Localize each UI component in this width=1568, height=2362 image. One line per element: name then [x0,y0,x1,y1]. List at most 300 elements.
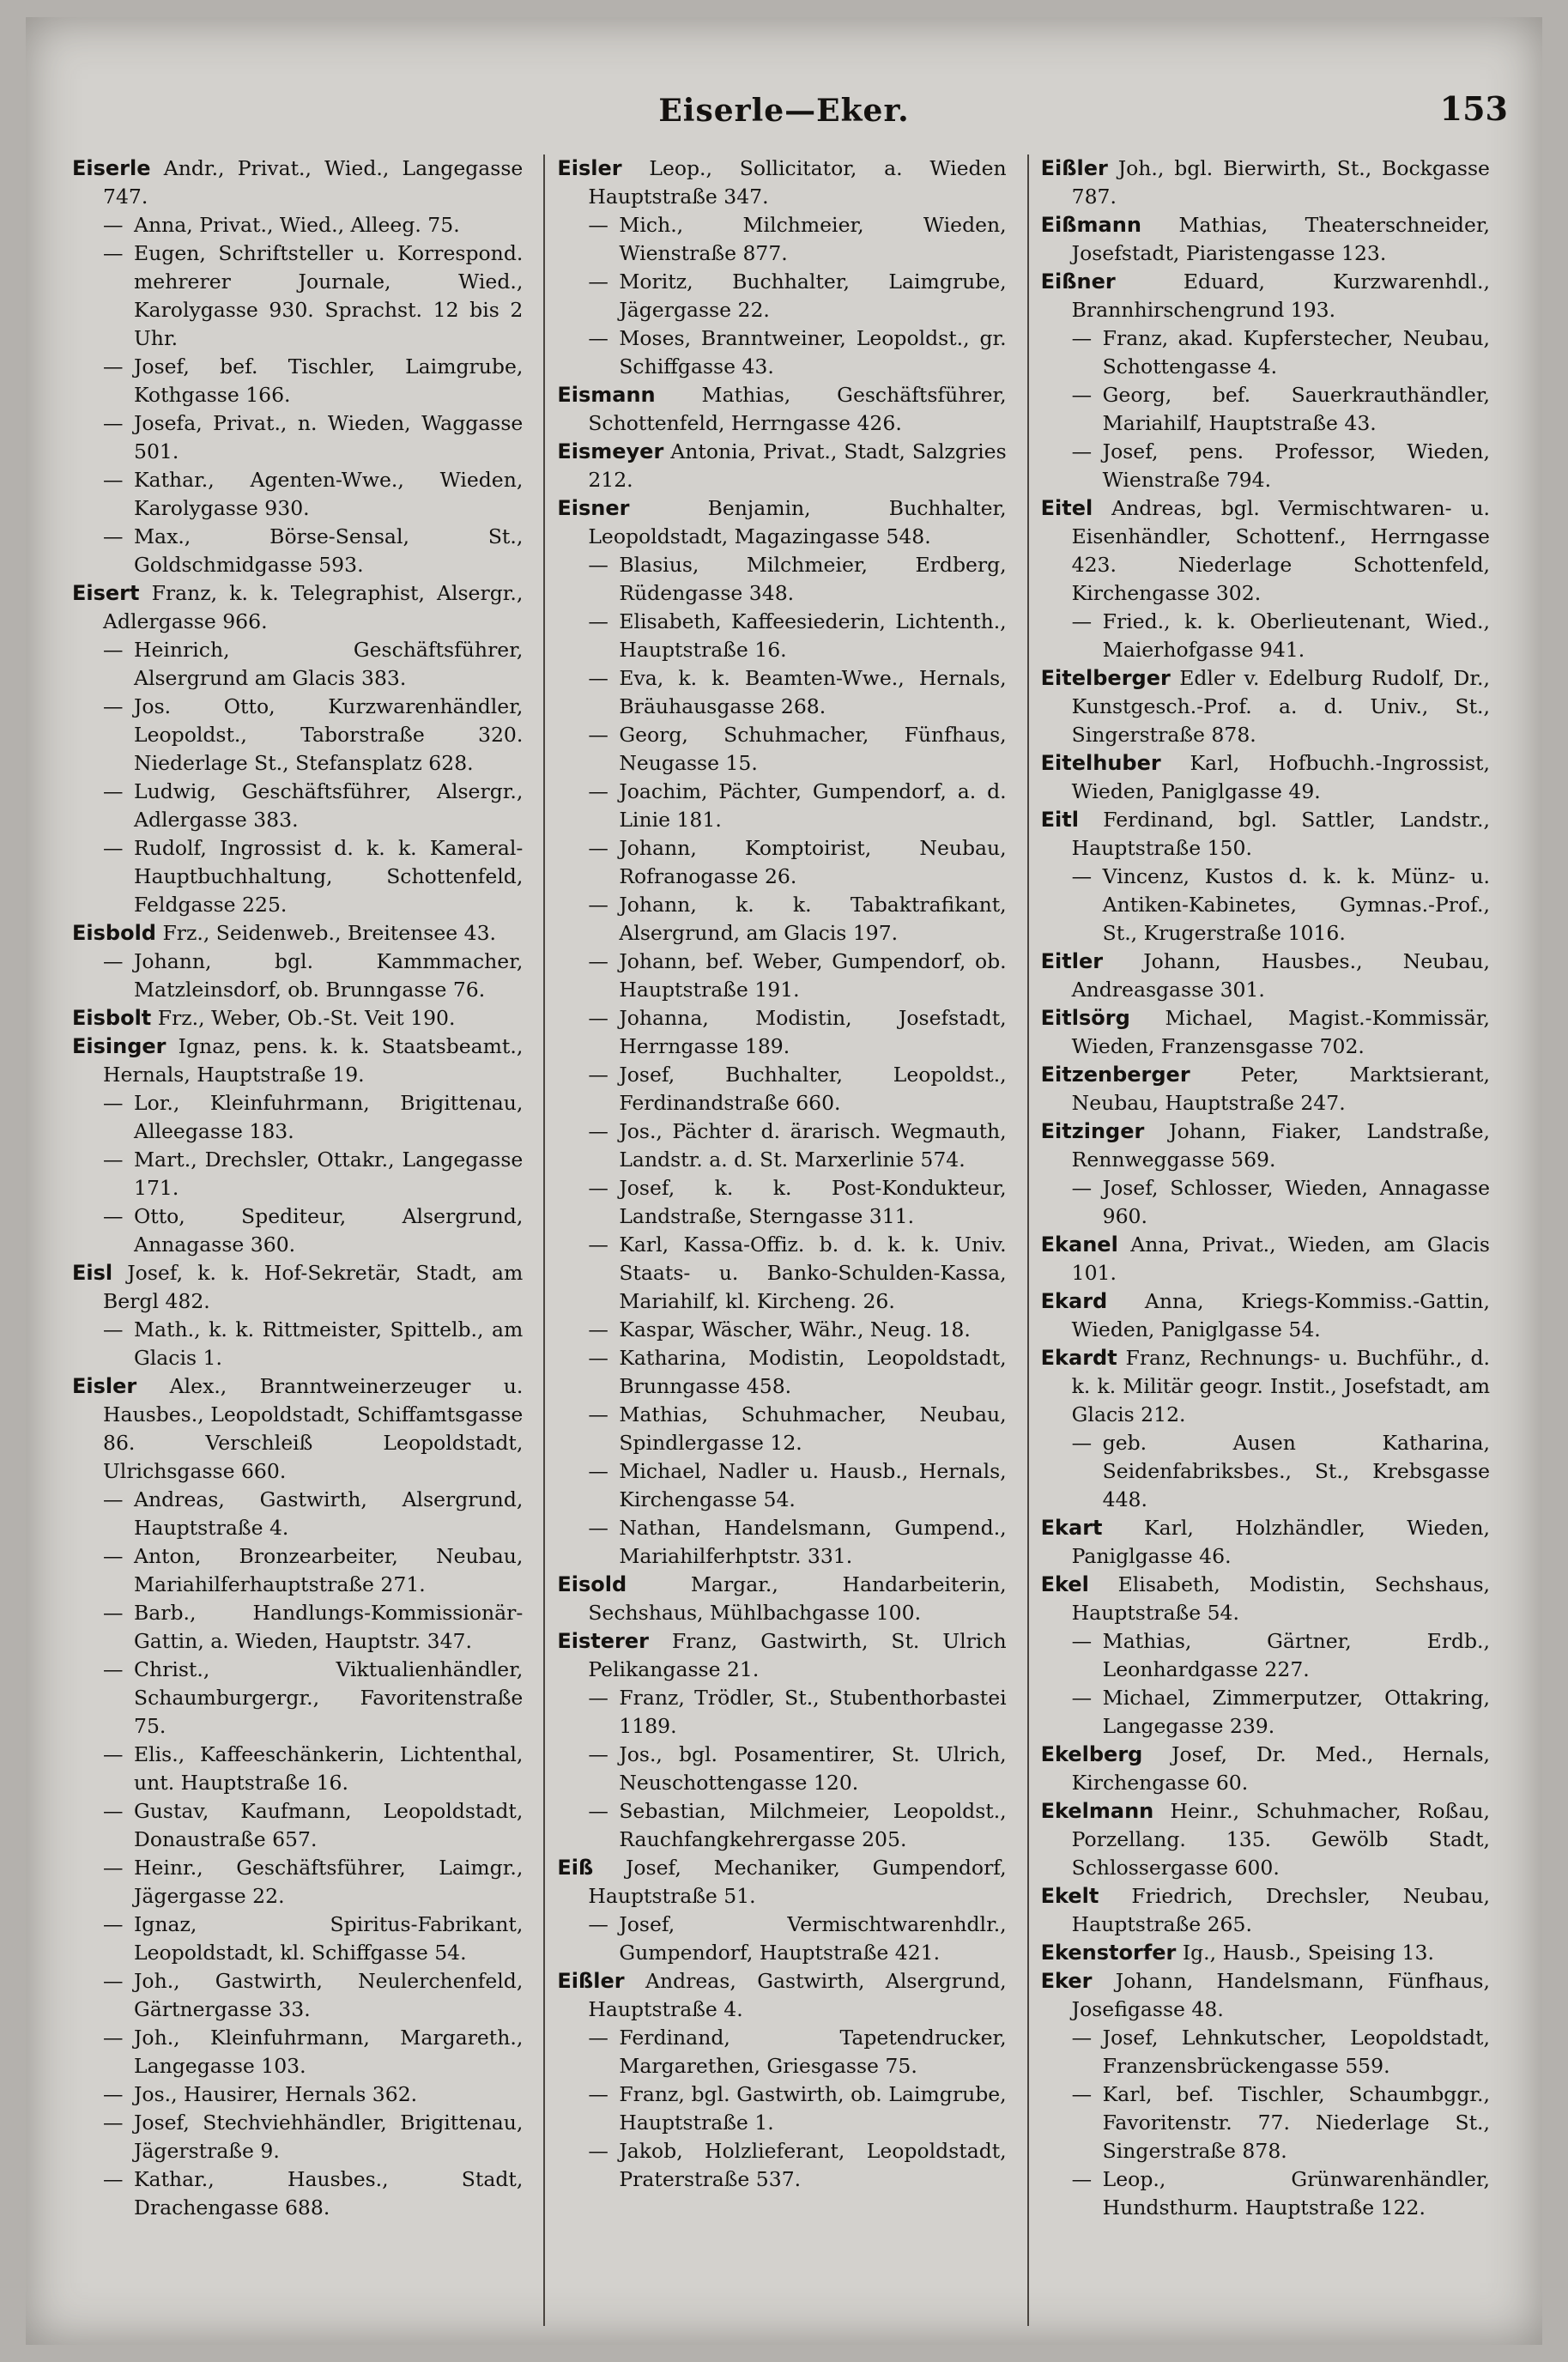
entry-surname: Eißler [557,1969,625,1993]
entry-details: Franz, Gastwirth, St. Ulrich Pelikangasse 21. [588,1629,1007,1681]
entry-surname: Eisler [72,1374,137,1398]
sub-entry [557,1061,1006,1117]
entry-surname: Ekenstorfer [1040,1941,1177,1965]
entry-details: Leop., Grünwarenhändler, Hundsthurm. Hauptstraße 122. [1102,2167,1490,2220]
repeat-dash: — [1071,2082,1093,2106]
entry-surname: Eiß [557,1856,594,1880]
entry-surname: Eisbolt [72,1006,152,1030]
entry-details: Mathias, Schuhmacher, Neubau, Spindlergasse 12. [619,1402,1007,1455]
entry-details: Josef, Buchhalter, Leopoldst., Ferdinandstraße 660. [619,1063,1007,1115]
sub-entry [72,523,523,579]
entry-details: Anna, Privat., Wied., Alleeg. 75. [134,213,460,237]
sub-entry [557,778,1006,834]
entry-details: Anna, Kriegs-Kommiss.-Gattin, Wieden, Paniglgasse 54. [1071,1289,1490,1341]
entry-details: Karl, Hofbuchh.-Ingrossist, Wieden, Paniglgasse 49. [1071,751,1490,803]
entry-surname: Ekelmann [1040,1799,1154,1823]
repeat-dash: — [1071,1176,1093,1200]
directory-entry [1041,154,1490,211]
entry-surname: Eisner [557,496,630,520]
directory-entry [557,1967,1006,2024]
directory-entry [72,1033,523,1089]
directory-entry [72,579,523,636]
directory-entry [1041,664,1490,749]
repeat-dash: — [103,836,124,860]
entry-details: Frz., Weber, Ob.-St. Veit 190. [157,1006,456,1030]
entry-details: Eugen, Schriftsteller u. Korrespond. mehrerer Journale, Wied., Karolygasse 930. Sprachst. 12 bis 2 Uhr. [134,241,524,350]
entry-details: Andreas, Gastwirth, Alsergrund, Hauptstraße 4. [588,1969,1007,2021]
entry-details: Joh., Gastwirth, Neulerchenfeld, Gärtnergasse 33. [134,1969,524,2021]
repeat-dash: — [103,694,124,718]
directory-column-3 [1027,154,1502,2326]
entry-surname: Eitelhuber [1040,751,1161,775]
sub-entry [72,1911,523,1967]
repeat-dash: — [588,893,608,917]
entry-surname: Eisert [72,581,140,605]
directory-entry [1041,1741,1490,1797]
directory-column-2 [543,154,1018,2326]
sub-entry [557,268,1006,324]
directory-columns [60,154,1502,2326]
entry-details: Nathan, Handelsmann, Gumpend., Mariahilferhptstr. 331. [619,1516,1007,1568]
entry-surname: Eitzinger [1040,1119,1145,1143]
entry-details: Josef, Schlosser, Wieden, Annagasse 960. [1102,1176,1490,1228]
repeat-dash: — [103,213,124,237]
repeat-dash: — [588,1232,608,1257]
sub-entry [557,2137,1006,2194]
sub-entry [557,1514,1006,1571]
entry-details: Frz., Seidenweb., Breitensee 43. [162,921,497,945]
entry-details: Christ., Viktualienhändler, Schaumburgergr., Favoritenstraße 75. [134,1657,524,1738]
sub-entry [557,1797,1006,1854]
directory-entry [557,494,1006,551]
directory-column-1 [60,154,535,2326]
sub-entry [557,1231,1006,1316]
entry-details: Edler v. Edelburg Rudolf, Dr., Kunstgesch.-Prof. a. d. Univ., St., Singerstraße 878. [1071,666,1490,747]
repeat-dash: — [103,1856,124,1880]
directory-entry [557,1627,1006,1684]
entry-details: Mathias, Theaterschneider, Josefstadt, Piaristengasse 123. [1071,213,1490,265]
directory-entry [557,381,1006,438]
sub-entry [557,608,1006,664]
repeat-dash: — [588,1006,608,1030]
sub-entry [1041,2024,1490,2080]
entry-surname: Eisler [557,156,622,180]
entry-details: Peter, Marktsierant, Neubau, Hauptstraße 247. [1071,1063,1490,1115]
entry-details: Ignaz, Spiritus-Fabrikant, Leopoldstadt, kl. Schiffgasse 54. [134,1912,524,1965]
sub-entry [557,834,1006,891]
sub-entry [557,891,1006,948]
entry-surname: Eißler [1040,156,1108,180]
sub-entry [557,2024,1006,2080]
entry-surname: Eismann [557,383,656,407]
directory-entry [1041,1117,1490,1174]
sub-entry [72,2165,523,2222]
entry-details: Leop., Sollicitator, a. Wieden Hauptstraße 347. [588,156,1007,209]
sub-entry [557,1401,1006,1457]
directory-entry [1041,1882,1490,1939]
repeat-dash: — [103,2167,124,2191]
sub-entry [1041,381,1490,438]
entry-details: Josef, Lehnkutscher, Leopoldstadt, Franzensbrückengasse 559. [1102,2026,1490,2078]
entry-details: Karl, Holzhändler, Wieden, Paniglgasse 46. [1071,1516,1490,1568]
entry-details: Vincenz, Kustos d. k. k. Münz- u. Antiken-Kabinetes, Gymnas.-Prof., St., Krugerstraße 1016. [1102,864,1490,945]
entry-details: Josef, Dr. Med., Hernals, Kirchengasse 60. [1071,1742,1490,1795]
entry-details: Johann, Handelsmann, Fünfhaus, Josefigasse 48. [1071,1969,1490,2021]
entry-details: Joh., bgl. Bierwirth, St., Bockgasse 787. [1071,156,1490,209]
sub-entry [557,2080,1006,2137]
entry-surname: Eismeyer [557,439,664,463]
entry-surname: Ekel [1040,1572,1089,1596]
entry-details: Johann, bgl. Kammmacher, Matzleinsdorf, ob. Brunngasse 76. [134,949,524,1002]
entry-details: Josef, pens. Professor, Wieden, Wienstraße 794. [1102,439,1490,492]
entry-details: Kaspar, Wäscher, Währ., Neug. 18. [619,1317,971,1341]
repeat-dash: — [103,779,124,803]
repeat-dash: — [588,1912,608,1936]
entry-details: Josef, bef. Tischler, Laimgrube, Kothgasse 166. [134,354,524,407]
repeat-dash: — [103,2111,124,2135]
sub-entry [72,211,523,239]
directory-entry [1041,1797,1490,1882]
directory-entry [1041,749,1490,806]
entry-details: Kathar., Agenten-Wwe., Wieden, Karolygasse 930. [134,468,524,520]
sub-entry [1041,863,1490,948]
entry-details: Lor., Kleinfuhrmann, Brigittenau, Alleegasse 183. [134,1091,524,1143]
directory-entry [1041,268,1490,324]
entry-details: Johann, bef. Weber, Gumpendorf, ob. Hauptstraße 191. [619,949,1007,1002]
entry-details: Heinr., Schuhmacher, Roßau, Porzellang. 135. Gewölb Stadt, Schlossergasse 600. [1071,1799,1490,1880]
sub-entry [72,778,523,834]
entry-details: Alex., Branntweinerzeuger u. Hausbes., Leopoldstadt, Schiffamtsgasse 86. Verschleiß Leopoldstadt, Ulrichsgasse 660. [103,1374,524,1483]
entry-details: Georg, Schuhmacher, Fünfhaus, Neugasse 15. [619,723,1007,775]
entry-details: Mathias, Gärtner, Erdb., Leonhardgasse 227. [1102,1629,1490,1681]
entry-details: Johann, Hausbes., Neubau, Andreasgasse 301. [1071,949,1490,1002]
entry-details: Eva, k. k. Beamten-Wwe., Hernals, Bräuhausgasse 268. [619,666,1007,718]
directory-entry [72,1372,523,1486]
entry-details: Anton, Bronzearbeiter, Neubau, Mariahilferhauptstraße 271. [134,1544,524,1596]
repeat-dash: — [1071,864,1093,888]
repeat-dash: — [103,524,124,548]
directory-entry [1041,1287,1490,1344]
entry-details: Katharina, Modistin, Leopoldstadt, Brunngasse 458. [619,1346,1007,1398]
directory-entry [557,1571,1006,1627]
repeat-dash: — [103,1799,124,1823]
entry-details: Franz, Rechnungs- u. Buchführ., d. k. k. Militär geogr. Instit., Josefstadt, am Glacis 212. [1071,1346,1490,1426]
repeat-dash: — [103,1204,124,1228]
entry-details: Mich., Milchmeier, Wieden, Wienstraße 877. [619,213,1007,265]
entry-details: Johann, Fiaker, Landstraße, Rennweggasse 569. [1071,1119,1490,1172]
entry-details: Kathar., Hausbes., Stadt, Drachengasse 688. [134,2167,524,2220]
sub-entry [557,211,1006,268]
entry-details: Moritz, Buchhalter, Laimgrube, Jägergasse 22. [619,270,1007,322]
repeat-dash: — [588,723,608,747]
sub-entry [557,721,1006,778]
repeat-dash: — [103,1742,124,1766]
sub-entry [72,1854,523,1911]
entry-surname: Eitel [1040,496,1093,520]
entry-details: Benjamin, Buchhalter, Leopoldstadt, Magazingasse 548. [588,496,1007,548]
entry-details: geb. Ausen Katharina, Seidenfabriksbes., St., Krebsgasse 448. [1102,1431,1490,1511]
entry-details: Franz, akad. Kupferstecher, Neubau, Schottengasse 4. [1102,326,1490,379]
repeat-dash: — [1071,2026,1093,2050]
entry-surname: Ekanel [1040,1232,1118,1257]
repeat-dash: — [588,1742,608,1766]
sub-entry [72,1202,523,1259]
entry-details: Franz, k. k. Telegraphist, Alsergr., Adlergasse 966. [103,581,524,633]
page-number: 153 [1439,89,1508,128]
entry-details: Josef, Mechaniker, Gumpendorf, Hauptstraße 51. [588,1856,1007,1908]
repeat-dash: — [1071,383,1093,407]
entry-details: Johann, Komptoirist, Neubau, Rofranogasse 26. [619,836,1007,888]
entry-surname: Eisold [557,1572,627,1596]
directory-entry [1041,1967,1490,2024]
entry-details: Johanna, Modistin, Josefstadt, Herrngasse 189. [619,1006,1007,1058]
repeat-dash: — [588,1063,608,1087]
entry-details: Jos., Hausirer, Hernals 362. [134,2082,418,2106]
sub-entry [72,1146,523,1202]
repeat-dash: — [103,1601,124,1625]
entry-details: Eduard, Kurzwarenhdl., Brannhirschengrund 193. [1071,270,1490,322]
repeat-dash: — [103,1487,124,1511]
repeat-dash: — [103,1091,124,1115]
sub-entry [557,1741,1006,1797]
repeat-dash: — [588,836,608,860]
entry-details: Anna, Privat., Wieden, am Glacis 101. [1071,1232,1490,1285]
repeat-dash: — [1071,439,1093,463]
entry-details: Max., Börse-Sensal, St., Goldschmidgasse 593. [134,524,524,577]
entry-details: Antonia, Privat., Stadt, Salzgries 212. [588,439,1007,492]
entry-details: Margar., Handarbeiterin, Sechshaus, Mühlbachgasse 100. [588,1572,1007,1625]
directory-entry [72,154,523,211]
entry-details: Barb., Handlungs-Kommissionär-Gattin, a. Wieden, Hauptstr. 347. [134,1601,524,1653]
repeat-dash: — [1071,1686,1093,1710]
entry-details: Fried., k. k. Oberlieutenant, Wied., Maierhofgasse 941. [1102,609,1490,662]
repeat-dash: — [103,1317,124,1341]
entry-details: Josef, k. k. Hof-Sekretär, Stadt, am Bergl 482. [103,1261,524,1313]
entry-details: Joh., Kleinfuhrmann, Margareth., Langegasse 103. [134,2026,524,2078]
entry-details: Georg, bef. Sauerkrauthändler, Mariahilf, Hauptstraße 43. [1102,383,1490,435]
directory-entry [1041,1004,1490,1061]
entry-details: Friedrich, Drechsler, Neubau, Hauptstraße 265. [1071,1884,1490,1936]
sub-entry [1041,324,1490,381]
sub-entry [72,2080,523,2109]
entry-details: Josefa, Privat., n. Wieden, Waggasse 501. [134,411,524,463]
entry-details: Heinrich, Geschäftsführer, Alsergrund am Glacis 383. [134,638,524,690]
entry-details: Otto, Spediteur, Alsergrund, Annagasse 360. [134,1204,524,1257]
entry-details: Karl, bef. Tischler, Schaumbggr., Favoritenstr. 77. Niederlage St., Singerstraße 878. [1102,2082,1490,2163]
directory-entry [1041,1061,1490,1117]
sub-entry [557,664,1006,721]
repeat-dash: — [588,666,608,690]
entry-details: Jos., bgl. Posamentirer, St. Ulrich, Neuschottengasse 120. [619,1742,1007,1795]
sub-entry [72,239,523,353]
sub-entry [557,1117,1006,1174]
entry-details: Jakob, Holzlieferant, Leopoldstadt, Praterstraße 537. [619,2139,1007,2191]
entry-details: Johann, k. k. Tabaktrafikant, Alsergrund, am Glacis 197. [619,893,1007,945]
repeat-dash: — [588,1402,608,1426]
repeat-dash: — [103,411,124,435]
sub-entry [557,1684,1006,1741]
repeat-dash: — [588,2139,608,2163]
repeat-dash: — [103,638,124,662]
entry-surname: Eitler [1040,949,1104,973]
repeat-dash: — [1071,2167,1093,2191]
entry-surname: Eitzenberger [1040,1063,1190,1087]
repeat-dash: — [1071,1431,1093,1455]
sub-entry [557,1344,1006,1401]
entry-details: Elis., Kaffeeschänkerin, Lichtenthal, unt. Hauptstraße 16. [134,1742,524,1795]
entry-details: Sebastian, Milchmeier, Leopoldst., Rauchfangkehrergasse 205. [619,1799,1007,1851]
sub-entry [72,636,523,693]
repeat-dash: — [588,949,608,973]
sub-entry [557,324,1006,381]
directory-entry [1041,806,1490,863]
sub-entry [72,1599,523,1656]
directory-entry [72,919,523,948]
sub-entry [72,2024,523,2080]
repeat-dash: — [103,1148,124,1172]
entry-details: Moses, Branntweiner, Leopoldst., gr. Schiffgasse 43. [619,326,1007,379]
directory-entry [1041,1939,1490,1967]
repeat-dash: — [103,1657,124,1681]
directory-entry [1041,494,1490,608]
sub-entry [1041,608,1490,664]
entry-details: Josef, Stechviehhändler, Brigittenau, Jägerstraße 9. [134,2111,524,2163]
repeat-dash: — [588,1346,608,1370]
repeat-dash: — [588,2082,608,2106]
entry-details: Elisabeth, Kaffeesiederin, Lichtenth., Hauptstraße 16. [619,609,1007,662]
entry-surname: Eißmann [1040,213,1141,237]
directory-entry [72,1259,523,1316]
entry-details: Franz, Trödler, St., Stubenthorbastei 1189. [619,1686,1007,1738]
repeat-dash: — [588,609,608,633]
directory-entry [1041,948,1490,1004]
directory-entry [1041,1571,1490,1627]
sub-entry [1041,1684,1490,1741]
entry-surname: Eitl [1040,808,1079,832]
entry-surname: Eisterer [557,1629,649,1653]
entry-details: Andr., Privat., Wied., Langegasse 747. [103,156,524,209]
sub-entry [72,409,523,466]
sub-entry [557,1316,1006,1344]
sub-entry [1041,2080,1490,2165]
entry-details: Gustav, Kaufmann, Leopoldstadt, Donaustraße 657. [134,1799,524,1851]
repeat-dash: — [588,1459,608,1483]
repeat-dash: — [588,779,608,803]
sub-entry [72,1542,523,1599]
entry-details: Karl, Kassa-Offiz. b. d. k. k. Univ. Staats- u. Banko-Schulden-Kassa, Mariahilf, kl. Kircheng. 26. [619,1232,1007,1313]
entry-details: Rudolf, Ingrossist d. k. k. Kameral-Hauptbuchhaltung, Schottenfeld, Feldgasse 225. [134,836,524,917]
sub-entry [72,834,523,919]
entry-surname: Eißner [1040,270,1116,294]
directory-entry [1041,1344,1490,1429]
repeat-dash: — [588,553,608,577]
sub-entry [557,1174,1006,1231]
directory-page [26,17,1542,2345]
entry-details: Josef, Vermischtwarenhdlr., Gumpendorf, Hauptstraße 421. [619,1912,1007,1965]
entry-details: Jos., Pächter d. ärarisch. Wegmauth, Landstr. a. d. St. Marxerlinie 574. [619,1119,1007,1172]
sub-entry [72,1089,523,1146]
entry-surname: Eisl [72,1261,113,1285]
entry-details: Joachim, Pächter, Gumpendorf, a. d. Linie 181. [619,779,1007,832]
sub-entry [557,1004,1006,1061]
sub-entry [72,1486,523,1542]
entry-details: Mart., Drechsler, Ottakr., Langegasse 171. [134,1148,524,1200]
entry-details: Ferdinand, Tapetendrucker, Margarethen, Griesgasse 75. [619,2026,1007,2078]
repeat-dash: — [103,2082,124,2106]
entry-details: Franz, bgl. Gastwirth, ob. Laimgrube, Hauptstraße 1. [619,2082,1007,2135]
sub-entry [72,1967,523,2024]
sub-entry [557,1457,1006,1514]
sub-entry [72,693,523,778]
entry-surname: Ekelberg [1040,1742,1143,1766]
entry-details: Andreas, Gastwirth, Alsergrund, Hauptstraße 4. [134,1487,524,1540]
repeat-dash: — [588,1176,608,1200]
directory-entry [1041,211,1490,268]
repeat-dash: — [103,1969,124,1993]
repeat-dash: — [103,2026,124,2050]
entry-surname: Eker [1040,1969,1093,1993]
sub-entry [72,1316,523,1372]
sub-entry [72,948,523,1004]
entry-details: Michael, Nadler u. Hausb., Hernals, Kirchengasse 54. [619,1459,1007,1511]
repeat-dash: — [588,1799,608,1823]
sub-entry [557,948,1006,1004]
sub-entry [72,2109,523,2165]
sub-entry [72,1741,523,1797]
page-header [60,77,1508,146]
entry-details: Heinr., Geschäftsführer, Laimgr., Jägergasse 22. [134,1856,524,1908]
sub-entry [557,551,1006,608]
entry-details: Michael, Zimmerputzer, Ottakring, Langegasse 239. [1102,1686,1490,1738]
directory-entry [557,438,1006,494]
entry-details: Mathias, Geschäftsführer, Schottenfeld, Herrngasse 426. [588,383,1007,435]
entry-surname: Eisinger [72,1034,166,1058]
entry-details: Ignaz, pens. k. k. Staatsbeamt., Hernals, Hauptstraße 19. [103,1034,524,1087]
sub-entry [1041,1429,1490,1514]
sub-entry [1041,438,1490,494]
entry-details: Ig., Hausb., Speising 13. [1182,1941,1434,1965]
repeat-dash: — [588,1119,608,1143]
sub-entry [72,1797,523,1854]
repeat-dash: — [588,213,608,237]
sub-entry [72,353,523,409]
entry-details: Michael, Magist.-Kommissär, Wieden, Franzensgasse 702. [1071,1006,1490,1058]
directory-entry [1041,1514,1490,1571]
repeat-dash: — [588,1317,608,1341]
entry-surname: Eitlsörg [1040,1006,1130,1030]
repeat-dash: — [588,270,608,294]
entry-details: Elisabeth, Modistin, Sechshaus, Hauptstraße 54. [1071,1572,1490,1625]
sub-entry [72,1656,523,1741]
entry-surname: Ekardt [1040,1346,1117,1370]
sub-entry [1041,2165,1490,2222]
repeat-dash: — [588,1516,608,1540]
entry-surname: Ekelt [1040,1884,1099,1908]
repeat-dash: — [103,1544,124,1568]
repeat-dash: — [103,1912,124,1936]
repeat-dash: — [103,241,124,265]
entry-surname: Eisbold [72,921,156,945]
entry-details: Andreas, bgl. Vermischtwaren- u. Eisenhändler, Schottenf., Herrngasse 423. Niederlage Schottenfeld, Kirchengasse 302. [1071,496,1490,605]
repeat-dash: — [1071,609,1093,633]
sub-entry [557,1911,1006,1967]
entry-details: Math., k. k. Rittmeister, Spittelb., am Glacis 1. [134,1317,524,1370]
entry-surname: Ekart [1040,1516,1103,1540]
sub-entry [72,466,523,523]
repeat-dash: — [1071,1629,1093,1653]
entry-details: Ludwig, Geschäftsführer, Alsergr., Adlergasse 383. [134,779,524,832]
entry-surname: Eiserle [72,156,151,180]
